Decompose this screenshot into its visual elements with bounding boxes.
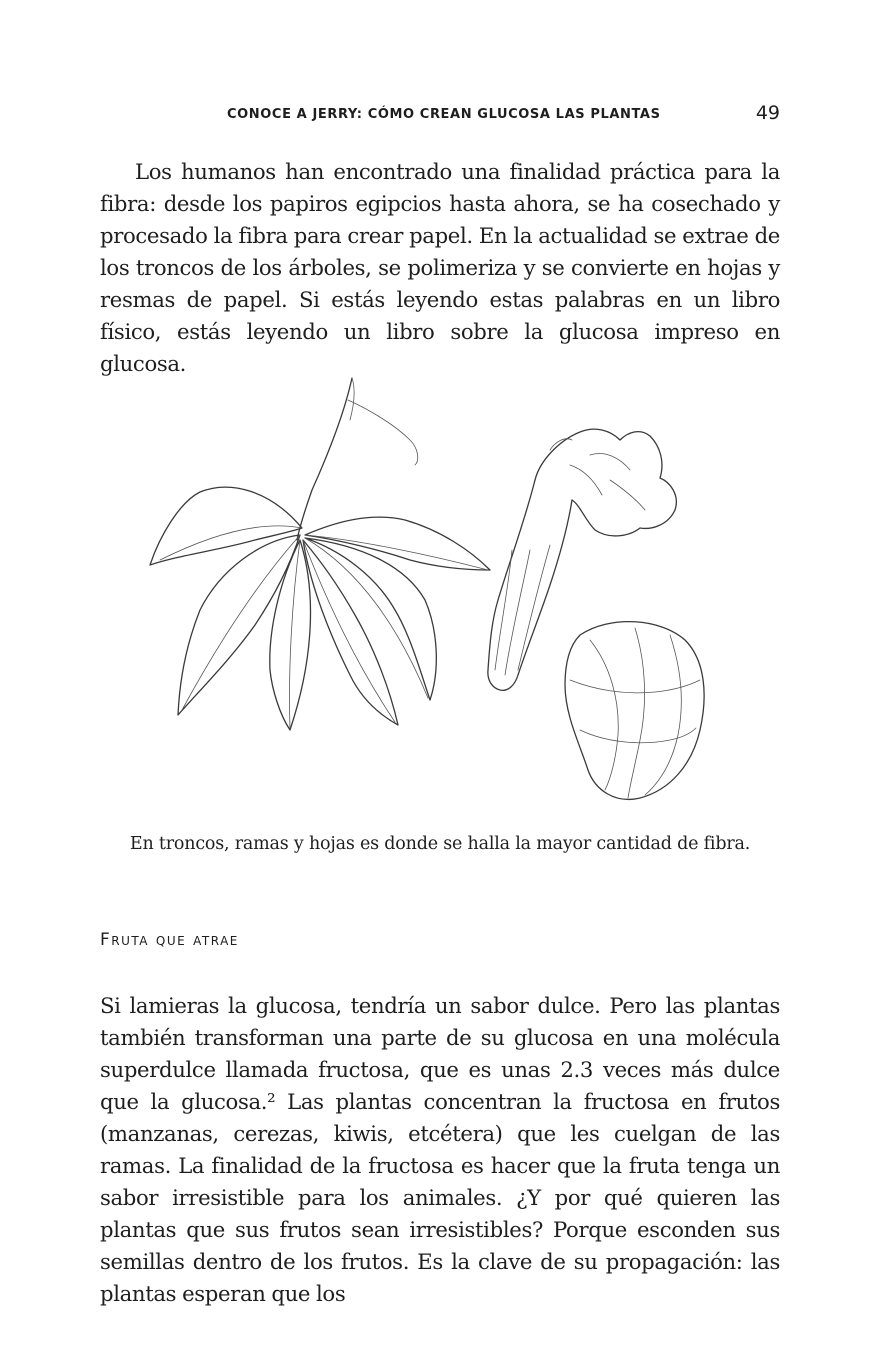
body-paragraph: Si lamieras la glucosa, tendría un sabor dulce. Pero las plantas también transforman una parte de su glucosa en una molécula superdulce llamada fructosa, que es unas 2.3 veces más dulce que la glucosa.² Las plantas concentran la fructosa en frutos (manzanas, cerezas, kiwis, etcétera) que les cuelgan de las ramas. La finalidad de la fructosa es hacer que la fruta tenga un sabor irresistible para los animales. ¿Y por qué quieren las plantas que sus frutos sean irresistibles? Porque esconden sus semillas dentro de los frutos. Es la clave de su propagación: las plantas esperan que los <box>100 993 780 1306</box>
page-number: 49 <box>755 102 780 124</box>
body-paragraph: Los humanos han encontrado una finalidad práctica para la fibra: desde los papiros egipcios hasta ahora, se ha cosechado y procesado la fibra para crear papel. En la actualidad se extrae de los troncos de los árboles, se polimeriza y se convierte en hojas y resmas de papel. Si estás leyendo estas palabras en un libro físico, estás leyendo un libro sobre la glucosa impreso en glucosa. <box>100 159 780 376</box>
cabbage-drawing <box>565 622 704 800</box>
celery-drawing <box>488 429 676 690</box>
section-heading: Fruta que atrae <box>100 930 239 950</box>
leafy-branch-drawing <box>150 378 490 730</box>
plant-illustration <box>140 370 740 825</box>
running-header <box>100 103 780 129</box>
running-title: CONOCE A JERRY: CÓMO CREAN GLUCOSA LAS PLANTAS <box>227 107 661 122</box>
figure-caption: En troncos, ramas y hojas es donde se halla la mayor cantidad de fibra. <box>129 834 751 854</box>
